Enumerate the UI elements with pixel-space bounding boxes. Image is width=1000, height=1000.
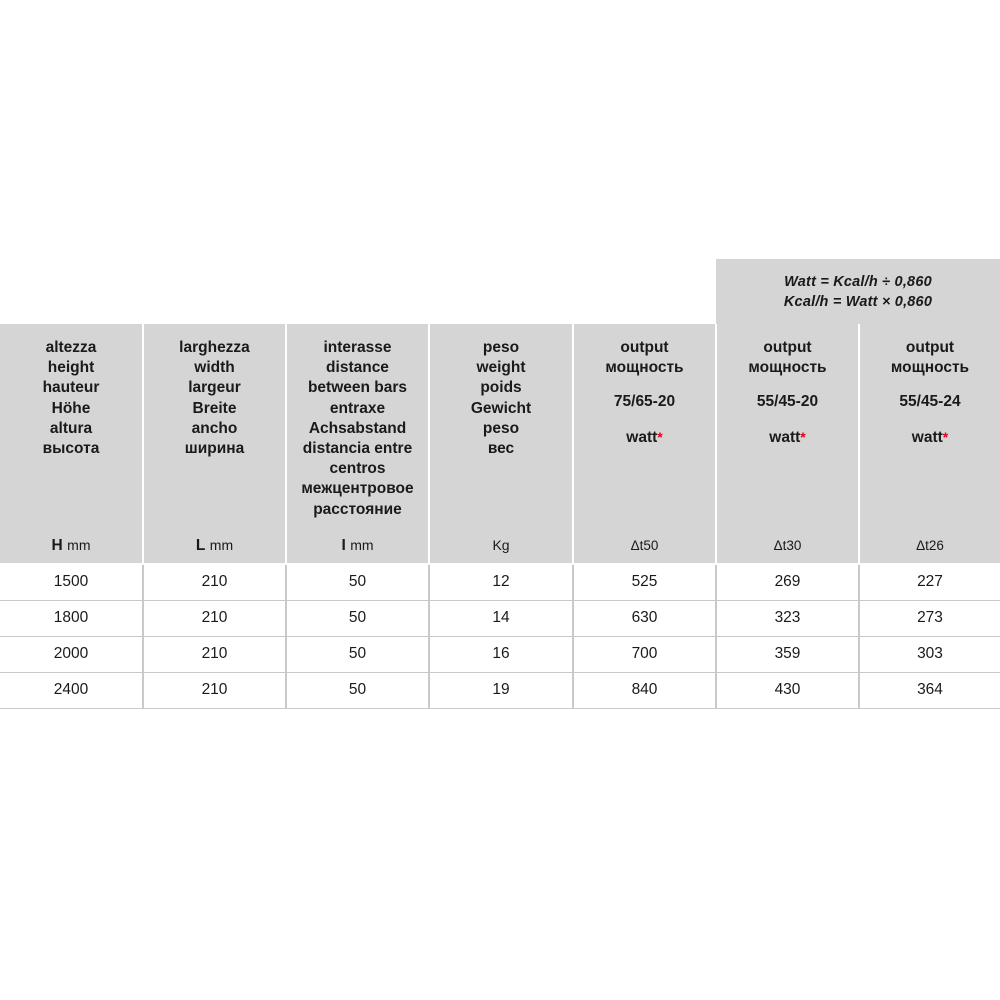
cell-width: 210 bbox=[143, 564, 286, 600]
label-line: output bbox=[905, 339, 955, 356]
unit-suffix: mm bbox=[67, 537, 91, 553]
label-line: peso bbox=[482, 419, 520, 437]
label-line: мощность bbox=[605, 359, 684, 377]
table-row bbox=[0, 672, 1000, 708]
header-labels-width bbox=[152, 338, 277, 459]
cell-output-3: 364 bbox=[859, 672, 1000, 708]
label-line: interasse bbox=[323, 339, 392, 356]
cell-distance: 50 bbox=[286, 564, 429, 600]
header-cell-output-55-45-24 bbox=[859, 324, 1000, 532]
footnote-star: * bbox=[800, 428, 806, 445]
label-line: larghezza bbox=[179, 339, 250, 356]
label-line: расстояние bbox=[313, 500, 402, 518]
conversion-note-box bbox=[716, 259, 1000, 324]
cell-output-3: 303 bbox=[859, 636, 1000, 672]
label-line: Gewicht bbox=[470, 399, 532, 417]
header-labels-output-3 bbox=[868, 338, 992, 448]
cell-weight: 19 bbox=[429, 672, 573, 708]
cell-height: 1800 bbox=[0, 600, 143, 636]
label-line: poids bbox=[480, 379, 522, 397]
header-labels-output-1 bbox=[582, 338, 707, 448]
cell-output-2: 359 bbox=[716, 636, 859, 672]
spacer bbox=[725, 378, 850, 392]
unit-cell-weight bbox=[429, 532, 573, 564]
label-line: высота bbox=[42, 440, 100, 458]
cell-output-1: 630 bbox=[573, 600, 716, 636]
output-rating: 55/45-24 bbox=[899, 393, 961, 411]
cell-height: 2000 bbox=[0, 636, 143, 672]
label-line: ширина bbox=[184, 440, 245, 458]
cell-output-3: 227 bbox=[859, 564, 1000, 600]
cell-width: 210 bbox=[143, 600, 286, 636]
label-line: centros bbox=[329, 460, 386, 478]
cell-output-2: 430 bbox=[716, 672, 859, 708]
spacer bbox=[725, 413, 850, 427]
cell-height: 2400 bbox=[0, 672, 143, 708]
cell-weight: 16 bbox=[429, 636, 573, 672]
cell-output-1: 525 bbox=[573, 564, 716, 600]
label-line: вес bbox=[487, 440, 515, 458]
label-line: мощность bbox=[748, 359, 827, 377]
unit-suffix: mm bbox=[209, 537, 234, 553]
label-line: altura bbox=[49, 419, 93, 437]
label-line: largeur bbox=[188, 379, 241, 397]
unit-symbol: I bbox=[341, 537, 346, 554]
label-line: between bars bbox=[307, 379, 408, 397]
cell-weight: 12 bbox=[429, 564, 573, 600]
conversion-note-line-1: Watt = Kcal/h ÷ 0,860 bbox=[784, 273, 932, 290]
watt-label: watt bbox=[769, 428, 801, 446]
cell-output-1: 700 bbox=[573, 636, 716, 672]
watt-label: watt bbox=[911, 428, 943, 446]
unit-cell-output-2 bbox=[716, 532, 859, 564]
header-cell-output-75-65-20 bbox=[573, 324, 716, 532]
table-header-row bbox=[0, 324, 1000, 532]
cell-weight: 14 bbox=[429, 600, 573, 636]
table-unit-row bbox=[0, 532, 1000, 564]
watt-label: watt bbox=[626, 428, 658, 446]
cell-output-1: 840 bbox=[573, 672, 716, 708]
unit-symbol: Δt30 bbox=[773, 538, 802, 553]
spacer bbox=[582, 378, 707, 392]
label-line: width bbox=[194, 359, 235, 377]
unit-cell-output-3 bbox=[859, 532, 1000, 564]
header-labels-height bbox=[8, 338, 134, 459]
unit-cell-height bbox=[0, 532, 143, 564]
label-line: height bbox=[47, 359, 95, 377]
label-line: peso bbox=[482, 339, 520, 356]
label-line: Höhe bbox=[51, 399, 91, 417]
cell-output-2: 269 bbox=[716, 564, 859, 600]
header-cell-output-55-45-20 bbox=[716, 324, 859, 532]
label-line: межцентровое bbox=[301, 480, 414, 498]
radiator-spec-table bbox=[0, 324, 1000, 709]
output-unit bbox=[582, 427, 707, 448]
output-unit bbox=[868, 427, 992, 448]
header-cell-weight bbox=[429, 324, 573, 532]
header-cell-distance-between-bars bbox=[286, 324, 429, 532]
label-line: output bbox=[620, 339, 669, 356]
label-line: weight bbox=[476, 359, 526, 377]
output-rating: 75/65-20 bbox=[613, 393, 676, 411]
cell-output-2: 323 bbox=[716, 600, 859, 636]
unit-cell-width bbox=[143, 532, 286, 564]
label-line: output bbox=[763, 339, 812, 356]
spacer bbox=[868, 413, 992, 427]
cell-distance: 50 bbox=[286, 600, 429, 636]
cell-width: 210 bbox=[143, 636, 286, 672]
label-line: distance bbox=[326, 359, 389, 377]
label-line: distancia entre bbox=[302, 440, 413, 458]
cell-output-3: 273 bbox=[859, 600, 1000, 636]
unit-symbol: Kg bbox=[492, 537, 510, 553]
header-labels-weight bbox=[438, 338, 564, 459]
footnote-star: * bbox=[942, 428, 949, 445]
header-cell-width bbox=[143, 324, 286, 532]
unit-symbol: Δt26 bbox=[916, 538, 944, 553]
header-labels-distance bbox=[295, 338, 420, 520]
header-labels-output-2 bbox=[725, 338, 850, 448]
label-line: hauteur bbox=[42, 379, 100, 397]
label-line: Achsabstand bbox=[308, 419, 407, 437]
table-row bbox=[0, 600, 1000, 636]
cell-width: 210 bbox=[143, 672, 286, 708]
spacer bbox=[868, 378, 992, 392]
table-row bbox=[0, 636, 1000, 672]
label-line: ancho bbox=[191, 419, 238, 437]
table-row bbox=[0, 564, 1000, 600]
unit-cell-distance bbox=[286, 532, 429, 564]
unit-symbol: L bbox=[195, 537, 206, 554]
output-unit bbox=[725, 427, 850, 448]
unit-suffix: mm bbox=[350, 537, 374, 553]
output-rating: 55/45-20 bbox=[756, 393, 819, 411]
label-line: entraxe bbox=[329, 399, 386, 417]
label-line: Breite bbox=[192, 399, 237, 417]
unit-symbol: Δt50 bbox=[630, 538, 659, 553]
unit-symbol: H bbox=[51, 537, 63, 554]
conversion-note-line-2: Kcal/h = Watt × 0,860 bbox=[783, 293, 933, 310]
cell-height: 1500 bbox=[0, 564, 143, 600]
footnote-star: * bbox=[657, 428, 663, 445]
header-cell-height bbox=[0, 324, 143, 532]
cell-distance: 50 bbox=[286, 672, 429, 708]
cell-distance: 50 bbox=[286, 636, 429, 672]
label-line: altezza bbox=[45, 339, 97, 356]
label-line: мощность bbox=[890, 359, 970, 377]
unit-cell-output-1 bbox=[573, 532, 716, 564]
spacer bbox=[582, 413, 707, 427]
